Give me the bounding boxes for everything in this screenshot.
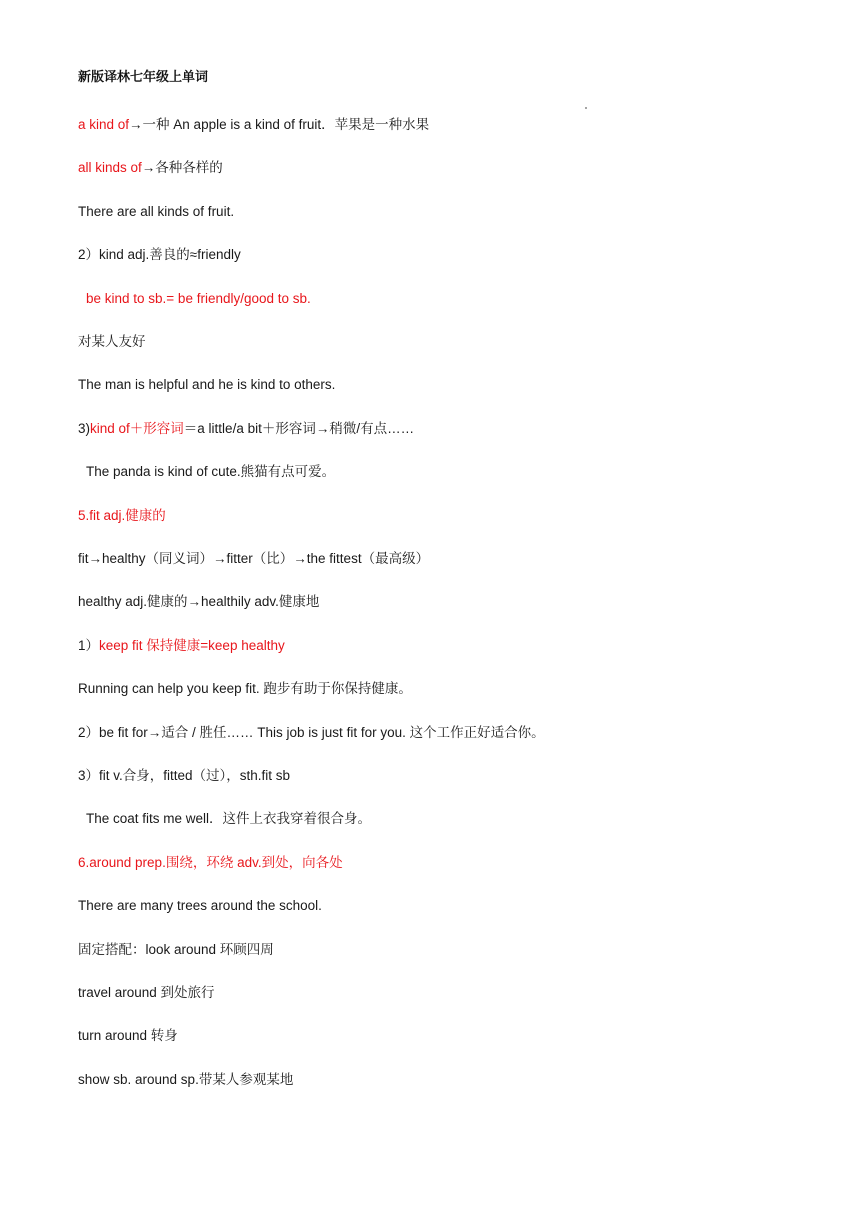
highlighted-text: 6.around prep.围绕，环绕 adv.到处，向各处 (78, 854, 343, 870)
text-line (78, 246, 241, 264)
text-line (78, 767, 290, 785)
line-text: The panda is kind of cute.熊猫有点可爱。 (86, 464, 336, 480)
text-line (78, 203, 234, 221)
text-line (78, 941, 274, 959)
line-text: 2）kind adj.善良的≈friendly (78, 247, 241, 263)
stray-dot (585, 107, 587, 109)
line-text: 3) (78, 420, 91, 436)
line-text: There are all kinds of fruit. (78, 203, 235, 219)
line-text: 固定搭配：look around 环顾四周 (78, 941, 274, 957)
line-text: The coat fits me well．这件上衣我穿着很合身。 (86, 811, 372, 827)
text-line (86, 290, 311, 308)
text-line (78, 724, 545, 742)
line-text: 2）be fit for→适合 / 胜任…… This job is just fit for you. 这个工作正好适合你。 (78, 724, 545, 740)
text-line (78, 637, 285, 655)
text-line (78, 897, 322, 915)
line-text: 3）fit v.合身，fitted（过），sth.fit sb (78, 768, 291, 783)
text-line (86, 810, 371, 828)
line-text: The man is helpful and he is kind to others. (78, 377, 336, 393)
line-text: show sb. around sp.带某人参观某地 (78, 1071, 294, 1087)
highlighted-text: 5.fit adj.健康的 (78, 507, 166, 523)
highlighted-text: a kind of (78, 117, 130, 132)
line-text: turn around 转身 (78, 1028, 178, 1044)
page-title: 新版译林七年级上单词 (78, 69, 209, 84)
line-text: 1） (78, 637, 100, 653)
text-line (78, 116, 429, 134)
text-line (78, 159, 223, 177)
text-line (78, 550, 429, 568)
line-text: Running can help you keep fit. 跑步有助于你保持健康。 (78, 681, 412, 697)
text-line (78, 1027, 178, 1045)
line-text: travel around 到处旅行 (78, 985, 215, 1000)
line-text: →各种各样的 (141, 160, 223, 176)
line-text: →一种 An apple is a kind of fruit．苹果是一种水果 (129, 117, 430, 132)
line-text: There are many trees around the school. (78, 898, 322, 914)
text-line (78, 593, 319, 611)
text-line (86, 463, 335, 481)
highlighted-text: keep fit 保持健康=keep healthy (99, 637, 285, 653)
highlighted-text: be kind to sb.= be friendly/good to sb. (86, 290, 311, 306)
text-line (78, 376, 335, 394)
text-line (78, 984, 215, 1002)
line-text: 对某人友好 (78, 334, 146, 349)
text-line (78, 680, 412, 698)
text-line (78, 420, 414, 438)
highlighted-text: kind of＋形容词 (90, 420, 184, 436)
text-line (78, 507, 166, 525)
text-line (78, 333, 146, 351)
highlighted-text: all kinds of (78, 160, 142, 176)
line-text: fit→healthy（同义词）→fitter（比）→the fittest（最高级） (78, 551, 430, 566)
line-text: ＝a little/a bit＋形容词→稍微/有点…… (183, 420, 415, 436)
text-line (78, 854, 343, 872)
line-text: healthy adj.健康的→healthily adv.健康地 (78, 594, 320, 610)
text-line (78, 1071, 293, 1089)
